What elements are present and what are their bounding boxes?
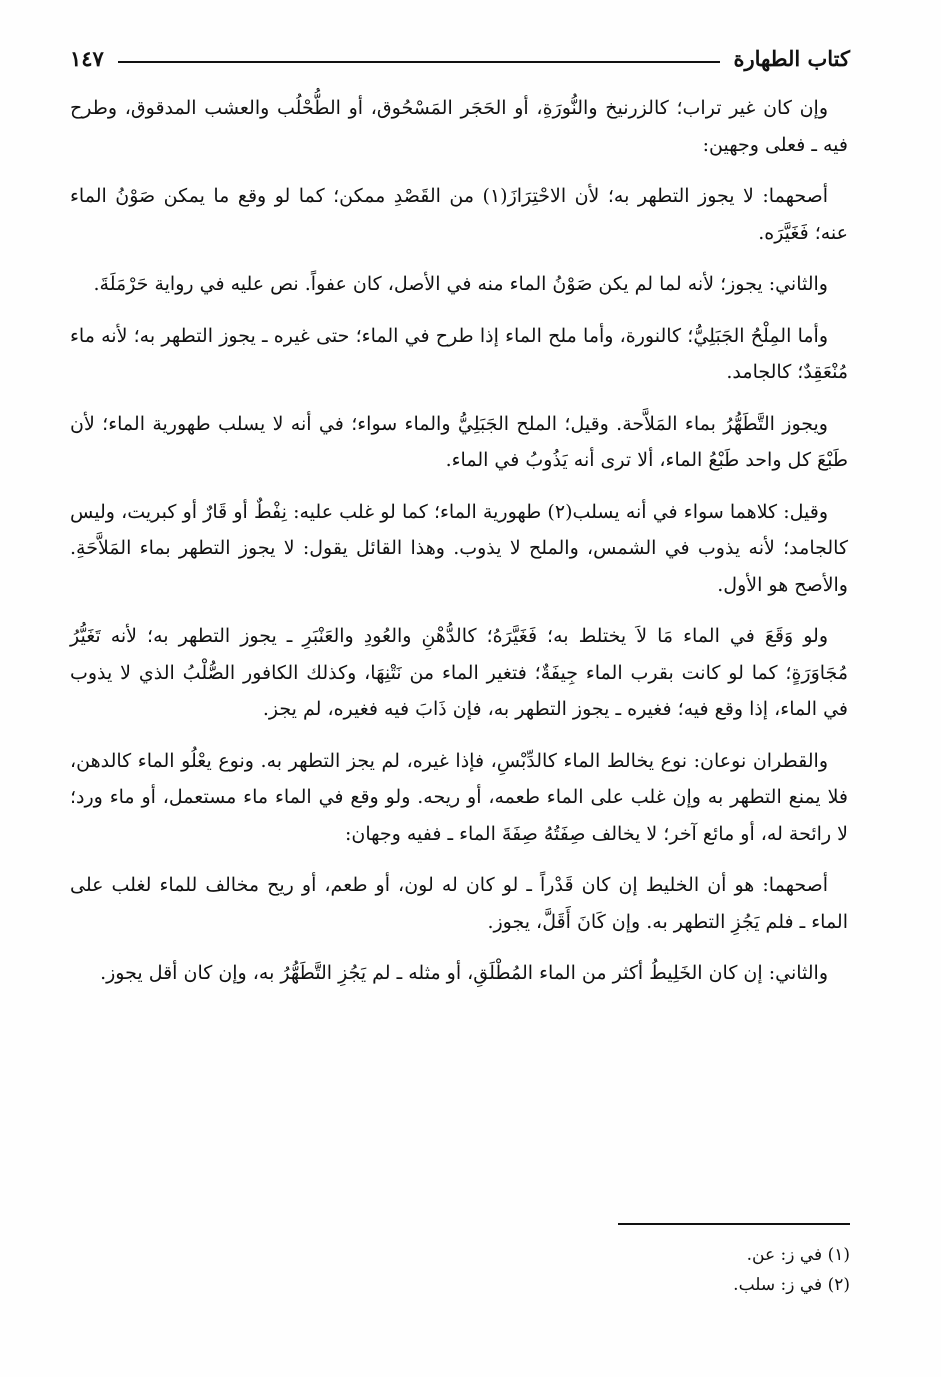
paragraph: ولو وَقَعَ في الماء مَا لاَ يختلط به؛ فَغَيَّرَهُ؛ كالدُّهْنِ والعُودِ والعَنْبَرِ ـ يجوز التطهر به؛ لأنه تَغَيُّرُ مُجَاوَرَةٍ؛ كما لو كانت بقرب الماء جِيفَةٌ؛ فتغير الماء من نَتْنِهَا، وكذلك الكافور الصُّلْبُ الذي لا يذوب في الماء، إذا وقع فيه؛ فغيره ـ يجوز التطهر به، فإن ذَابَ فيه فغيره، لم يجز. (70, 625, 848, 720)
header-rule (118, 61, 720, 63)
page-body (70, 90, 848, 1007)
footnote-separator (618, 1223, 850, 1225)
paragraph: أصحهما: هو أن الخليط إن كان قَدْراً ـ لو كان له لون، أو طعم، أو ريح مخالف للماء لغلب على الماء ـ فلم يَجُزِ التطهر به. وإن كَانَ أَقَلَّ، يجوز. (70, 874, 848, 933)
footnote: (١) في ز: عن. (746, 1245, 850, 1265)
footnote: (٢) في ز: سلب. (733, 1275, 850, 1295)
running-title: كتاب الطهارة (733, 45, 850, 71)
footnotes (600, 1240, 850, 1300)
paragraph: أصحهما: لا يجوز التطهر به؛ لأن الاحْتِرَازَ(١) من القَصْدِ ممكن؛ كما لو وقع ما يمكن صَوْنُ الماء عنه؛ فَغَيَّرَه. (70, 185, 848, 244)
paragraph: وإن كان غير تراب؛ كالزرنيخ والنُّورَةِ، أو الحَجَر المَسْحُوق، أو الطُّحْلُب والعشب المدقوق، وطرح فيه ـ فعلى وجهين: (70, 97, 848, 156)
paragraph: ويجوز التَّطَهُّرُ بماء المَلاَّحة. وقيل؛ الملح الجَبَلِيُّ والماء سواء؛ في أنه لا يسلب طهورية الماء؛ لأن طَبْعَ كل واحد طَبْعُ الماء، ألا ترى أنه يَذُوبُ في الماء. (70, 412, 848, 471)
paragraph: والقطران نوعان: نوع يخالط الماء كالدِّبْسِ، فإذا غيره، لم يجز التطهر به. ونوع يعْلُو الماء كالدهن، فلا يمنع التطهر به وإن غلب على الماء طعمه، أو ريحه. ولو وقع في الماء ماء مستعمل، أو ماء ورد؛ لا رائحة له، أو مائع آخر؛ لا يخالف صِفَتُهُ صِفَةَ الماء ـ ففيه وجهان: (70, 749, 848, 845)
paragraph: وأما المِلْحُ الجَبَلِيُّ؛ كالنورة، وأما ملح الماء إذا طرح في الماء؛ حتى غيره ـ يجوز التطهر به؛ لأنه ماء مُنْعَقِدٌ؛ كالجامد. (70, 324, 848, 383)
page-header (70, 38, 850, 78)
page-number: ١٤٧ (70, 45, 104, 71)
paragraph: والثاني: إن كان الخَلِيطُ أكثر من الماء المُطْلَقِ، أو مثله ـ لم يَجُزِ التَّطَهُّرُ به، وإن كان أقل يجوز. (100, 962, 828, 984)
paragraph: والثاني: يجوز؛ لأنه لما لم يكن صَوْنُ الماء منه في الأصل، كان عفواً. نص عليه في رواية حَرْمَلَةَ. (93, 273, 828, 295)
paragraph: وقيل: كلاهما سواء في أنه يسلب(٢) طهورية الماء؛ كما لو غلب عليه: نِفْطٌ أو قَارٌ أو كبريت، وليس كالجامد؛ لأنه يذوب في الشمس، والملح لا يذوب. وهذا القائل يقول: لا يجوز التطهر بماء المَلاَّحَةِ. والأصح هو الأول. (70, 500, 848, 596)
